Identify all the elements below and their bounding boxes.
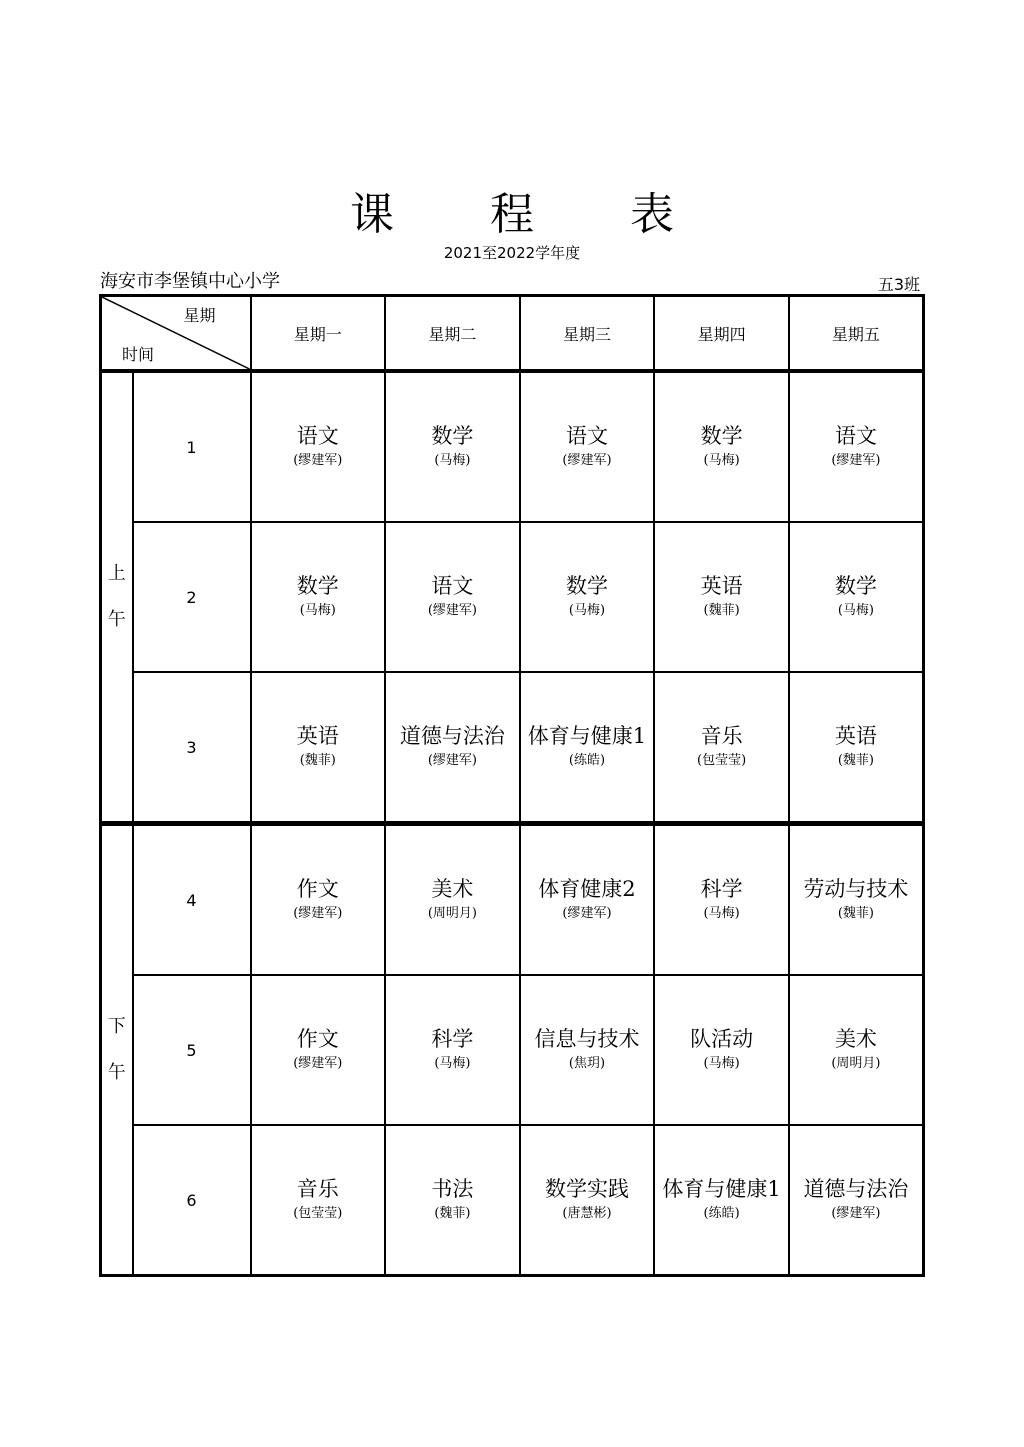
session-char: 午 [107, 609, 126, 630]
lesson-cell [520, 522, 655, 672]
subject-name: 数学 [565, 574, 608, 598]
subject-name: 体育与健康1 [527, 724, 647, 748]
lesson-cell [654, 975, 789, 1125]
subject-name: 科学 [700, 877, 743, 901]
period-number: 2 [133, 522, 251, 672]
lesson-cell [654, 371, 789, 522]
teacher-name: (周明月) [831, 1056, 881, 1071]
title-char: 程 [490, 189, 534, 240]
lesson-cell [251, 824, 386, 976]
subject-name: 作文 [296, 1027, 339, 1051]
day-header: 星期四 [654, 296, 789, 372]
period-row [101, 824, 924, 976]
lesson-cell [385, 522, 520, 672]
subject-name: 英语 [296, 724, 339, 748]
teacher-name: (魏菲) [837, 906, 875, 921]
teacher-name: (缪建军) [293, 906, 343, 921]
teacher-name: (马梅) [434, 1056, 471, 1071]
lesson-cell [251, 522, 386, 672]
title-char: 表 [630, 189, 674, 240]
subject-name: 音乐 [700, 724, 743, 748]
day-header: 星期一 [251, 296, 386, 372]
teacher-name: (缪建军) [427, 753, 477, 768]
teacher-name: (马梅) [703, 906, 740, 921]
teacher-name: (魏菲) [703, 603, 740, 618]
lesson-cell [654, 1125, 789, 1276]
teacher-name: (缪建军) [831, 453, 881, 468]
lesson-cell [385, 975, 520, 1125]
lesson-cell [385, 371, 520, 522]
morning-session-label [101, 371, 133, 824]
teacher-name: (缪建军) [562, 453, 612, 468]
teacher-name: (马梅) [703, 1056, 740, 1071]
subject-name: 语文 [431, 574, 474, 598]
class-name: 五3班 [877, 275, 920, 294]
session-char: 午 [107, 1062, 126, 1083]
teacher-name: (缪建军) [293, 1056, 343, 1071]
subject-name: 语文 [834, 424, 877, 448]
subject-name: 劳动与技术 [803, 877, 909, 901]
period-row [101, 371, 924, 522]
teacher-name: (包莹莹) [293, 1206, 343, 1221]
lesson-cell [789, 1125, 924, 1276]
lesson-cell [654, 522, 789, 672]
subject-name: 体育与健康1 [662, 1177, 781, 1201]
teacher-name: (缪建军) [427, 603, 477, 618]
teacher-name: (焦玥) [568, 1056, 606, 1071]
teacher-name: (缪建军) [831, 1206, 881, 1221]
teacher-name: (马梅) [837, 603, 875, 618]
teacher-name: (马梅) [568, 603, 606, 618]
lesson-cell [251, 672, 386, 824]
subject-name: 英语 [834, 724, 877, 748]
subject-name: 数学实践 [544, 1177, 629, 1201]
period-row [101, 522, 924, 672]
lesson-cell [789, 371, 924, 522]
title-char: 课 [350, 189, 394, 240]
academic-year: 2021至2022学年度 [443, 244, 581, 262]
teacher-name: (马梅) [434, 453, 471, 468]
teacher-name: (魏菲) [434, 1206, 471, 1221]
teacher-name: (缪建军) [293, 453, 343, 468]
subject-name: 体育健康2 [538, 877, 636, 901]
subject-name: 英语 [700, 574, 743, 598]
subject-name: 语文 [565, 424, 608, 448]
lesson-cell [789, 672, 924, 824]
timetable [99, 294, 925, 1277]
subject-name: 数学 [431, 424, 474, 448]
lesson-cell [251, 975, 386, 1125]
teacher-name: (马梅) [703, 453, 740, 468]
subject-name: 道德与法治 [399, 724, 505, 748]
subject-name: 美术 [431, 877, 474, 901]
subject-name: 美术 [834, 1027, 877, 1051]
lesson-cell [520, 1125, 655, 1276]
lesson-cell [251, 1125, 386, 1276]
corner-week-label: 星期 [183, 306, 216, 325]
lesson-cell [654, 824, 789, 976]
session-char: 下 [107, 1016, 126, 1037]
period-number: 6 [133, 1125, 251, 1276]
lesson-cell [520, 975, 655, 1125]
teacher-name: (唐慧彬) [562, 1206, 612, 1221]
lesson-cell [789, 522, 924, 672]
lesson-cell [654, 672, 789, 824]
lesson-cell [385, 672, 520, 824]
subject-name: 队活动 [690, 1027, 754, 1051]
day-header: 星期二 [385, 296, 520, 372]
afternoon-session-label [101, 824, 133, 1276]
subject-name: 音乐 [296, 1177, 339, 1201]
school-name: 海安市李堡镇中心小学 [100, 271, 280, 292]
lesson-cell [520, 672, 655, 824]
subject-name: 信息与技术 [534, 1027, 640, 1051]
corner-cell [101, 296, 251, 372]
day-header: 星期五 [789, 296, 924, 372]
period-row [101, 1125, 924, 1276]
subject-name: 作文 [296, 877, 339, 901]
corner-time-label: 时间 [122, 345, 155, 364]
subject-name: 语文 [296, 424, 339, 448]
lesson-cell [385, 1125, 520, 1276]
lesson-cell [251, 371, 386, 522]
session-char: 上 [107, 563, 126, 584]
teacher-name: (缪建军) [562, 906, 612, 921]
teacher-name: (练皓) [703, 1206, 740, 1221]
teacher-name: (练皓) [568, 753, 606, 768]
page-title [0, 178, 1024, 242]
subject-name: 数学 [296, 574, 339, 598]
lesson-cell [385, 824, 520, 976]
period-number: 1 [133, 371, 251, 522]
subject-name: 数学 [834, 574, 877, 598]
lesson-cell [789, 824, 924, 976]
period-row [101, 975, 924, 1125]
period-number: 3 [133, 672, 251, 824]
period-number: 4 [133, 824, 251, 976]
teacher-name: (魏菲) [299, 753, 336, 768]
period-number: 5 [133, 975, 251, 1125]
lesson-cell [520, 824, 655, 976]
subject-name: 科学 [431, 1027, 474, 1051]
period-row [101, 672, 924, 824]
lesson-cell [520, 371, 655, 522]
teacher-name: (包莹莹) [697, 753, 747, 768]
subject-name: 数学 [700, 424, 743, 448]
subject-name: 书法 [431, 1177, 474, 1201]
subject-name: 道德与法治 [803, 1177, 909, 1201]
teacher-name: (周明月) [427, 906, 477, 921]
day-header: 星期三 [520, 296, 655, 372]
header-row [101, 296, 924, 372]
lesson-cell [789, 975, 924, 1125]
teacher-name: (马梅) [299, 603, 336, 618]
teacher-name: (魏菲) [837, 753, 875, 768]
